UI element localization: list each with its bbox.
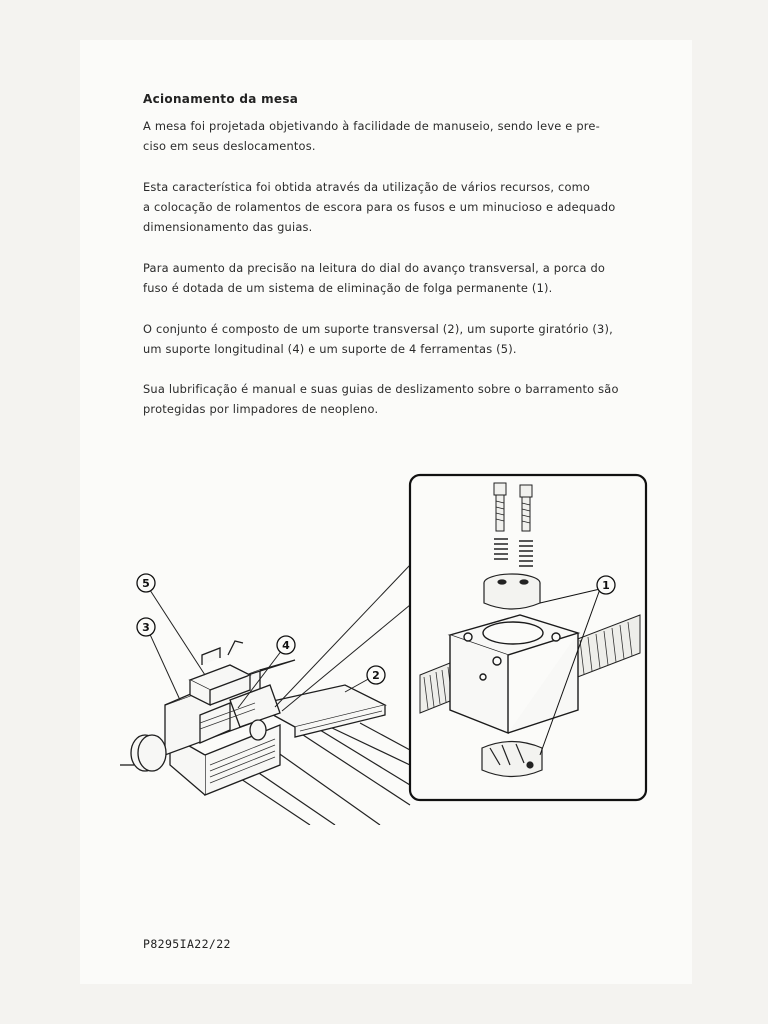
callout-4 (277, 636, 295, 654)
callout-5 (137, 574, 155, 592)
paragraph-4 (143, 319, 643, 359)
paragraph-line: Esta característica foi obtida através da utilização de vários recursos, como (143, 180, 591, 194)
paragraph-2 (143, 177, 643, 237)
carriage-assembly (120, 641, 385, 795)
paragraph-line: a colocação de rolamentos de escora para os fusos e um minucioso e adequado (143, 200, 616, 214)
paragraph-line: ciso em seus deslocamentos. (143, 139, 316, 153)
paragraph-line: fuso é dotada de um sistema de eliminação de folga permanente (1). (143, 281, 553, 295)
callout-2 (367, 666, 385, 684)
paragraph-line: protegidas por limpadores de neopleno. (143, 402, 379, 416)
paragraph-line: A mesa foi projetada objetivando à facilidade de manuseio, sendo leve e pre- (143, 119, 600, 133)
paragraph-line: dimensionamento das guias. (143, 220, 313, 234)
svg-text:3: 3 (142, 621, 150, 634)
paragraph-5 (143, 379, 643, 419)
callout-3 (137, 618, 155, 636)
paragraph-line: um suporte longitudinal (4) e um suporte de 4 ferramentas (5). (143, 342, 517, 356)
svg-text:2: 2 (372, 669, 380, 682)
callout-1 (597, 576, 615, 594)
paragraph-3 (143, 258, 643, 298)
detail-inset (410, 475, 646, 800)
svg-text:1: 1 (602, 579, 610, 592)
document-code: P8295IA22/22 (143, 937, 231, 951)
carriage-illustration (110, 465, 670, 825)
paragraph-line: O conjunto é composto de um suporte transversal (2), um suporte giratório (3), (143, 322, 613, 336)
section-heading: Acionamento da mesa (143, 92, 299, 106)
svg-text:4: 4 (282, 639, 290, 652)
paragraph-line: Sua lubrificação é manual e suas guias de deslizamento sobre o barramento são (143, 382, 619, 396)
paragraph-1 (143, 116, 643, 156)
paragraph-line: Para aumento da precisão na leitura do dial do avanço transversal, a porca do (143, 261, 606, 275)
svg-text:5: 5 (142, 577, 150, 590)
